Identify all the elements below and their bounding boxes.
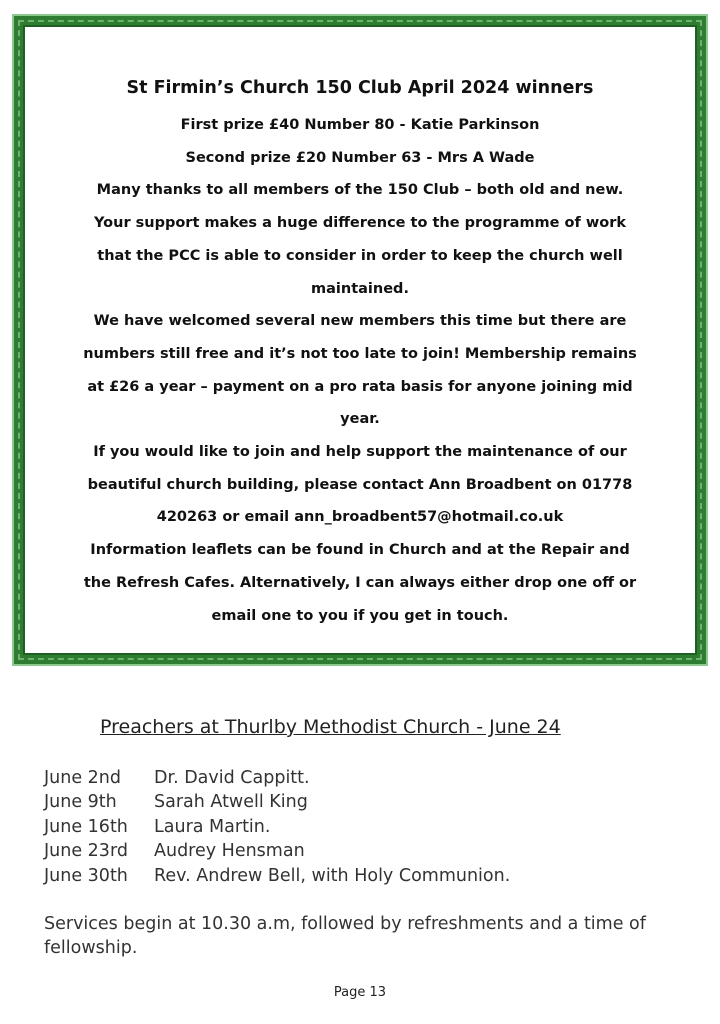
preacher-date: June 2nd — [44, 768, 122, 788]
preacher-date: June 23rd — [44, 841, 128, 862]
preacher-name: Dr. David Cappitt. — [154, 768, 310, 788]
club-line: beautiful church building, please contact Ann Broadbent on 01778 — [87, 476, 633, 493]
club-notice-box — [14, 16, 706, 664]
preacher-date: June 9th — [44, 792, 117, 813]
preacher-row — [44, 864, 510, 888]
club-line: numbers still free and it’s not too late to join! Membership remains — [83, 345, 637, 362]
preacher-name: Rev. Andrew Bell, with Holy Communion. — [154, 865, 511, 886]
club-line: that the PCC is able to consider in order to keep the church well — [97, 247, 623, 264]
club-line: First prize £40 Number 80 - Katie Parkinson — [180, 117, 540, 133]
page-number: Page 13 — [333, 985, 387, 1000]
club-line: Second prize £20 Number 63 - Mrs A Wade — [185, 149, 535, 166]
preacher-name: Audrey Hensman — [154, 841, 305, 862]
club-line: If you would like to join and help support the maintenance of our — [93, 444, 627, 461]
club-line: Your support makes a huge difference to the programme of work — [93, 215, 627, 232]
preacher-row — [44, 766, 510, 790]
club-line: Many thanks to all members of the 150 Club – both old and new. — [96, 182, 624, 199]
preacher-row — [44, 790, 510, 814]
preachers-title: Preachers at Thurlby Methodist Church - June 24 — [100, 716, 561, 738]
club-notice-content — [83, 73, 637, 632]
club-line: We have welcomed several new members this time but there are — [93, 313, 627, 330]
club-line: Information leaflets can be found in Church and at the Repair and — [90, 542, 630, 559]
club-line: at £26 a year – payment on a pro rata basis for anyone joining mid — [87, 378, 633, 395]
club-line: maintained. — [311, 280, 409, 297]
preacher-name: Sarah Atwell King — [154, 792, 308, 813]
club-line-email: 420263 or email ann_broadbent57@hotmail.co.uk — [156, 509, 564, 526]
club-line: the Refresh Cafes. Alternatively, I can always either drop one off or — [83, 574, 637, 591]
preachers-list — [44, 766, 510, 888]
preacher-row — [44, 815, 510, 839]
club-notice-title: St Firmin’s Church 150 Club April 2024 winners — [126, 78, 594, 98]
preacher-date: June 16th — [44, 816, 128, 837]
preacher-date: June 30th — [44, 865, 128, 886]
club-line: email one to you if you get in touch. — [211, 607, 509, 624]
services-note: Services begin at 10.30 a.m, followed by refreshments and a time of fellowship. — [44, 914, 646, 959]
preacher-row — [44, 839, 510, 863]
preacher-name: Laura Martin. — [154, 816, 271, 837]
club-line: year. — [340, 411, 380, 428]
